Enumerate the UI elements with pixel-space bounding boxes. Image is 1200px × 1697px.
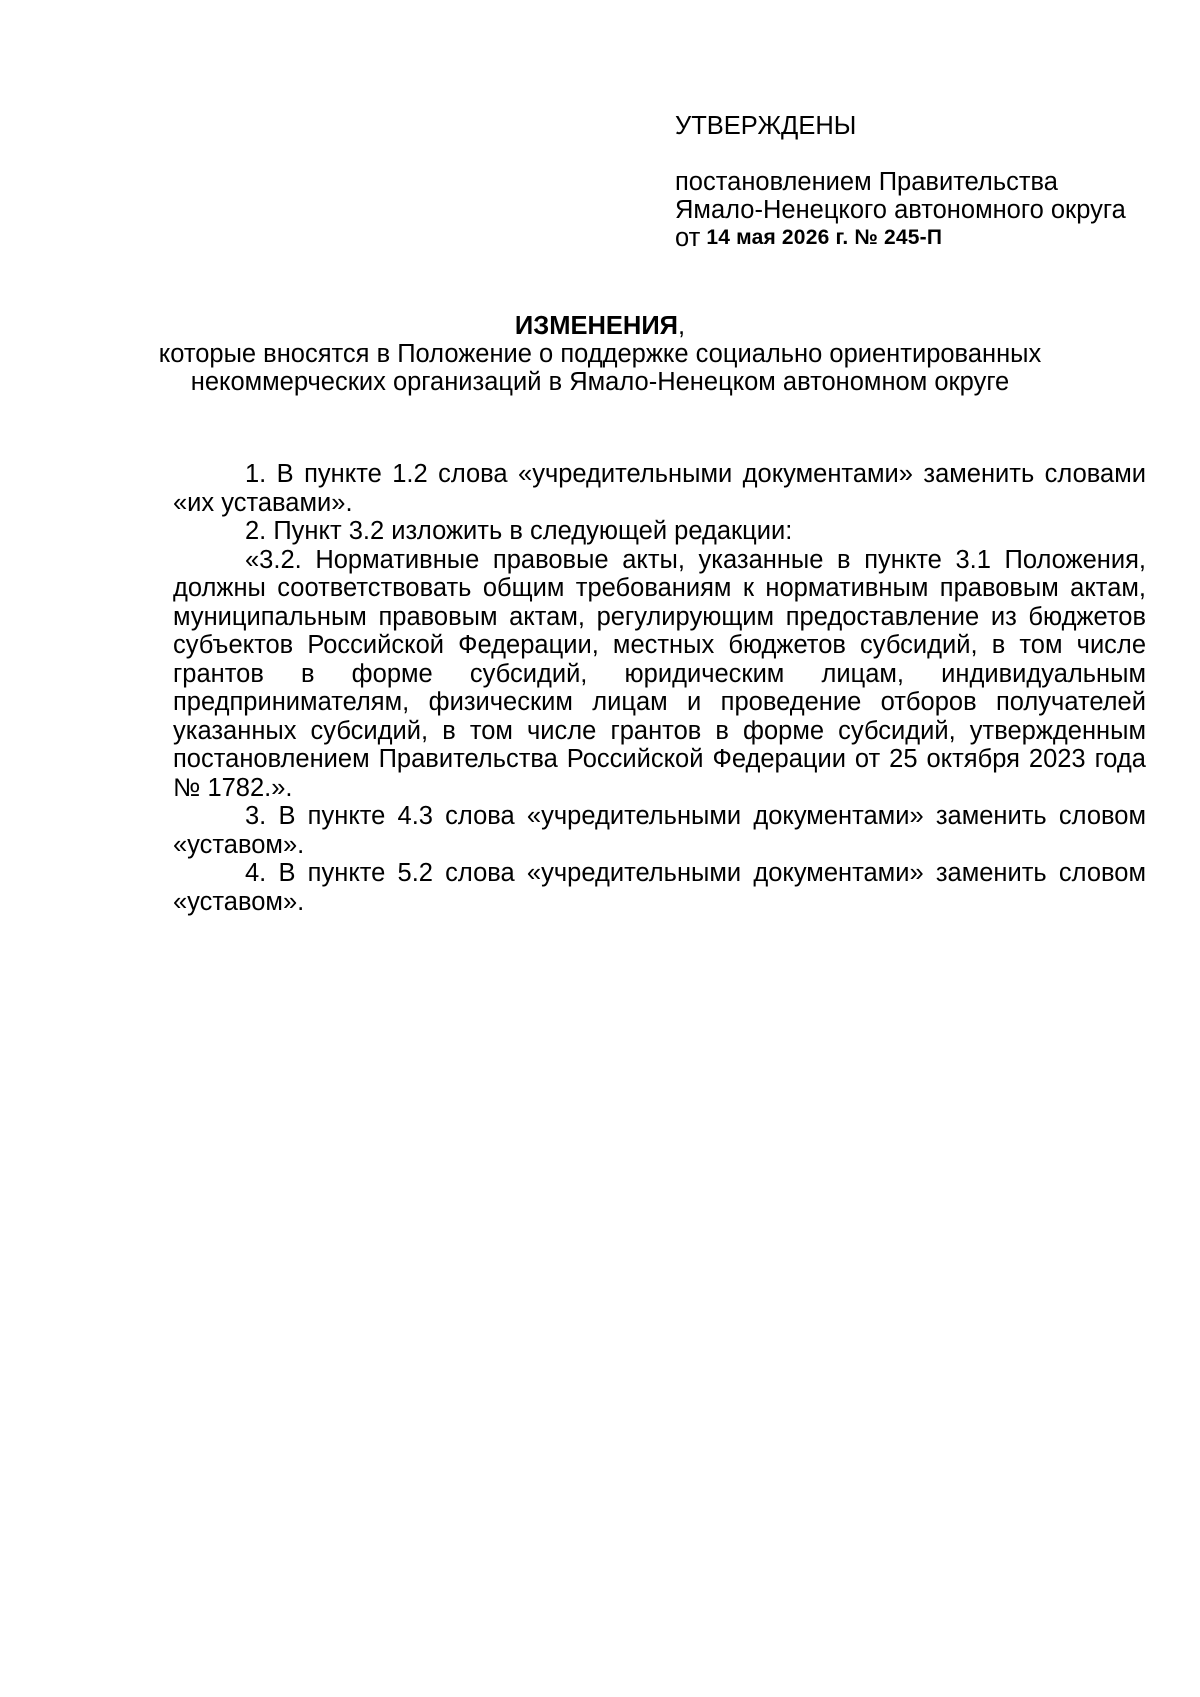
approval-line-1: постановлением Правительства: [675, 168, 1058, 196]
approval-date-value: 14 мая 2026 г. № 245-П: [706, 226, 943, 249]
title-subtitle-line-1: которые вносятся в Положение о поддержке социально ориентированных: [158, 340, 1042, 368]
paragraph-2: 2. Пункт 3.2 изложить в следующей редакции:: [245, 517, 793, 545]
approval-line-2: Ямало-Ненецкого автономного округа: [675, 196, 1126, 224]
title-heading-text: ИЗМЕНЕНИЯ: [514, 312, 678, 340]
paragraph-4: 3. В пункте 4.3 слова «учредительными документами» заменить словом «уставом».: [173, 802, 1146, 859]
approval-stamp: УТВЕРЖДЕНЫ: [675, 112, 857, 140]
title-heading: [150, 312, 1050, 340]
paragraph-1: 1. В пункте 1.2 слова «учредительными документами» заменить словами «их уставами».: [173, 460, 1146, 517]
title-subtitle-line-2: некоммерческих организаций в Ямало-Ненецком автономном округе: [190, 368, 1010, 396]
paragraph-3: «3.2. Нормативные правовые акты, указанные в пункте 3.1 Положения, должны соответствовать общим требованиям к нормативным правовым актам, муниципальным правовым актам, регулирующим предоставление из бюджетов субъектов Российской Федерации, местных бюджетов субсидий, в том числе грантов в форме субсидий, юридическим лицам, индивидуальным предпринимателям, физическим лицам и проведение отборов получателей указанных субсидий, в том числе грантов в форме субсидий, утвержденным постановлением Правительства Российской Федерации от 25 октября 2023 года № 1782.».: [173, 545, 1146, 802]
title-heading-comma: ,: [677, 312, 686, 340]
document-body: [173, 460, 1146, 916]
approval-block: [675, 112, 1175, 254]
paragraph-5: 4. В пункте 5.2 слова «учредительными документами» заменить словом «уставом».: [173, 859, 1146, 916]
document-title: [150, 312, 1050, 396]
approval-date-line: [675, 224, 1175, 254]
approval-date-label: от: [675, 224, 701, 252]
